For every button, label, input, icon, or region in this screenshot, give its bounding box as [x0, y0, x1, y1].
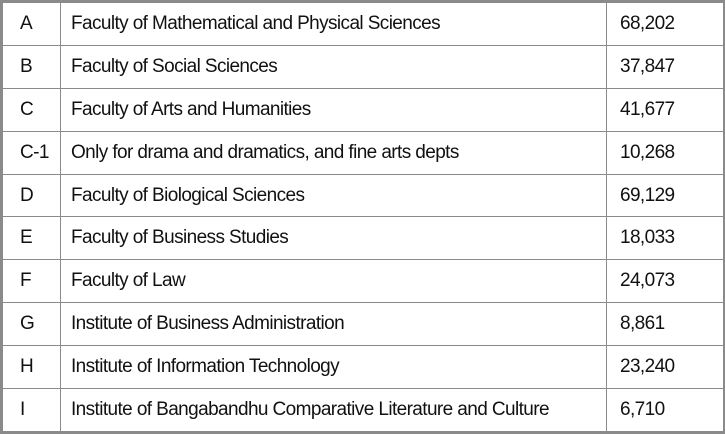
table-row — [3, 131, 724, 174]
table-row — [3, 45, 724, 88]
table-row — [3, 260, 724, 303]
unit-code: E — [3, 217, 61, 260]
table-row — [3, 88, 724, 131]
unit-code: F — [3, 260, 61, 303]
unit-name: Faculty of Social Sciences — [61, 45, 607, 88]
table-row — [3, 3, 724, 46]
unit-name: Institute of Business Administration — [61, 303, 607, 346]
unit-count: 24,073 — [607, 260, 724, 303]
unit-count: 37,847 — [607, 45, 724, 88]
table-row — [3, 174, 724, 217]
unit-name: Institute of Information Technology — [61, 346, 607, 389]
unit-count: 41,677 — [607, 88, 724, 131]
unit-code: I — [3, 389, 61, 432]
unit-name: Faculty of Law — [61, 260, 607, 303]
unit-count: 68,202 — [607, 3, 724, 46]
unit-count: 23,240 — [607, 346, 724, 389]
table-row — [3, 346, 724, 389]
table-row — [3, 217, 724, 260]
unit-count: 18,033 — [607, 217, 724, 260]
unit-code: A — [3, 3, 61, 46]
unit-code: B — [3, 45, 61, 88]
unit-code: D — [3, 174, 61, 217]
unit-table-grid — [2, 2, 724, 432]
unit-name: Faculty of Biological Sciences — [61, 174, 607, 217]
table-row — [3, 303, 724, 346]
table-row — [3, 389, 724, 432]
unit-code: G — [3, 303, 61, 346]
unit-count: 6,710 — [607, 389, 724, 432]
unit-count: 10,268 — [607, 131, 724, 174]
unit-count: 8,861 — [607, 303, 724, 346]
unit-name: Only for drama and dramatics, and fine arts depts — [61, 131, 607, 174]
unit-code: H — [3, 346, 61, 389]
unit-code: C-1 — [3, 131, 61, 174]
unit-name: Faculty of Arts and Humanities — [61, 88, 607, 131]
unit-name: Faculty of Business Studies — [61, 217, 607, 260]
unit-name: Faculty of Mathematical and Physical Sciences — [61, 3, 607, 46]
unit-code: C — [3, 88, 61, 131]
unit-name: Institute of Bangabandhu Comparative Literature and Culture — [61, 389, 607, 432]
unit-count: 69,129 — [607, 174, 724, 217]
